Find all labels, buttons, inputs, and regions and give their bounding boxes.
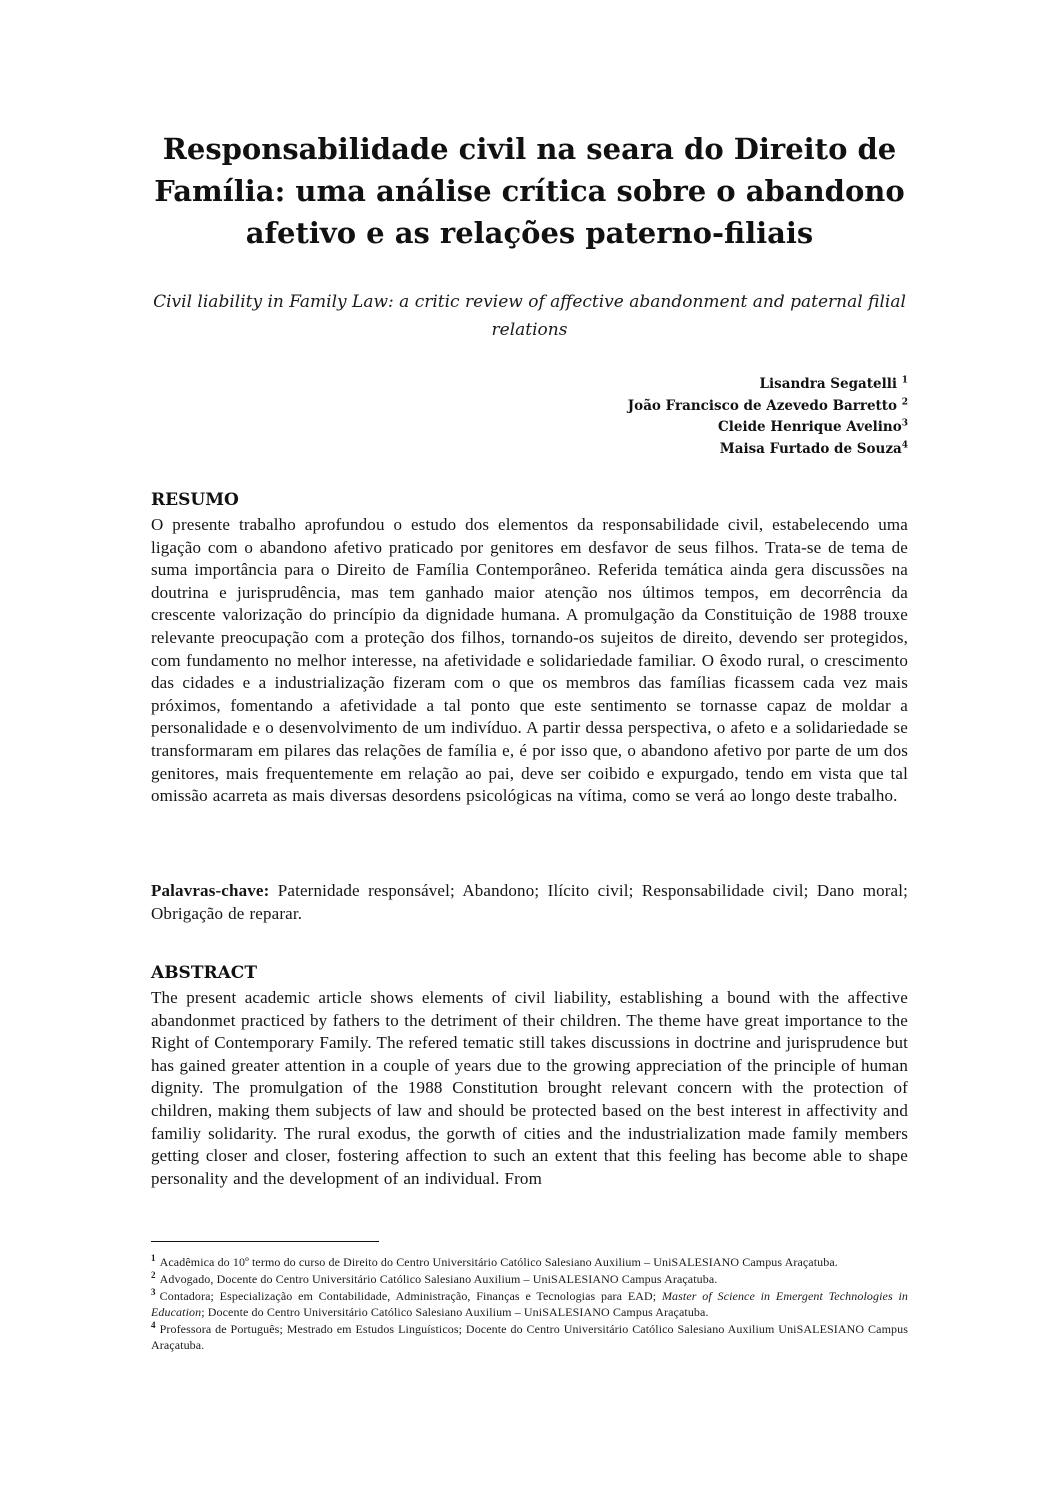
footnotes xyxy=(151,1254,908,1354)
author-name: Maisa Furtado de Souza xyxy=(719,440,902,457)
footnote-text: Contadora; Especialização em Contabilidade, Administração, Finanças e Tecnologias para EAD; xyxy=(159,1289,662,1303)
footnote-separator xyxy=(151,1241,379,1242)
author-footnote-marker[interactable]: 4 xyxy=(901,440,908,450)
keywords-label: Palavras-chave: xyxy=(151,881,270,900)
footnote-3 xyxy=(151,1288,908,1320)
author-name: João Francisco de Azevedo Barretto xyxy=(627,397,898,414)
author-footnote-marker[interactable]: 3 xyxy=(901,418,908,429)
footnote-1 xyxy=(151,1254,908,1270)
author-list xyxy=(151,374,908,460)
resumo-text: O presente trabalho aprofundou o estudo dos elementos da responsabilidade civil, estabelecendo uma ligação com o abandono afetivo praticado por genitores em desfavor de seus filhos. Trata-se de tema de suma importância para o Direito de Família Contemporâneo. Referida temática ainda gera discussões na doutrina e jurisprudência, mas tem ganhado maior atenção nos últimos tempos, em decorrência da crescente valorização do princípio da dignidade humana. A promulgação da Constituição de 1988 trouxe relevante preocupação com a proteção dos filhos, tornando-os sujeitos de direito, devendo ser protegidos, com fundamento no melhor interesse, na afetividade e solidariedade familiar. O êxodo rural, o crescimento das cidades e a industrialização fizeram com o que os membros das famílias ficassem cada vez mais próximos, fomentando a afetividade a tal ponto que este sentimento se tornasse capaz de moldar a personalidade e o desenvolvimento de um indivíduo. A partir dessa perspectiva, o afeto e a solidariedade se transformaram em pilares das relações de família e, é por isso que, o abandono afetivo por parte de um dos genitores, mais frequentemente em relação ao pai, deve ser coibido e expurgado, tendo em vista que tal omissão acarreta as mais diversas desordens psicológicas na vítima, como se verá ao longo deste trabalho. xyxy=(151,515,908,806)
footnote-2 xyxy=(151,1271,908,1287)
author-4 xyxy=(151,439,908,461)
paper-page xyxy=(151,0,908,1497)
footnote-number: 2 xyxy=(151,1270,156,1280)
author-2 xyxy=(151,396,908,418)
footnote-4 xyxy=(151,1321,908,1353)
paper-title: Responsabilidade civil na seara do Direito de Família: uma análise crítica sobre o abandono afetivo e as relações paterno-filiais xyxy=(154,132,905,250)
keywords-list: Paternidade responsável; Abandono; Ilícito civil; Responsabilidade civil; Dano moral; Obrigação de reparar. xyxy=(151,881,908,923)
footnote-number: 4 xyxy=(151,1320,156,1330)
footnote-italic-text: Master of Science in Emergent Technologies in Education xyxy=(151,1289,908,1319)
footnote-number: 1 xyxy=(151,1253,156,1263)
footnote-text: Acadêmica do 10º termo do curso de Direito do Centro Universitário Católico Salesiano Auxilium – UniSALESIANO Campus Araçatuba. xyxy=(159,1255,838,1269)
footnote-text: Professora de Português; Mestrado em Estudos Linguísticos; Docente do Centro Universitário Católico Salesiano Auxilium UniSALESIANO Campus Araçatuba. xyxy=(151,1322,908,1352)
resumo-keywords xyxy=(151,880,908,925)
resumo-heading: RESUMO xyxy=(151,490,239,510)
author-name: Lisandra Segatelli xyxy=(759,376,898,392)
footnote-text-continued: ; Docente do Centro Universitário Católico Salesiano Auxilium – UniSALESIANO Campus Araçatuba. xyxy=(201,1305,709,1319)
author-1 xyxy=(151,374,908,396)
author-footnote-marker[interactable]: 1 xyxy=(901,375,908,386)
author-name: Cleide Henrique Avelino xyxy=(718,419,902,435)
abstract-text: The present academic article shows elements of civil liability, establishing a bound with the affective abandonmet practiced by fathers to the detriment of their children. The theme have great importance to the Right of Contemporary Family. The refered tematic still takes discussions in doctrine and jurisprudence but has gained greater attention in a couple of years due to the growing appreciation of the principle of human dignity. The promulgation of the 1988 Constitution brought relevant concern with the protection of children, making them subjects of law and should be protected based on the best interest in affectivity and familiy solidarity. The rural exodus, the gorwth of cities and the industrialization made family members getting closer and closer, fostering affection to such an extent that this feeling has become able to shape personality and the development of an individual. From xyxy=(151,988,908,1188)
author-footnote-marker[interactable]: 2 xyxy=(901,397,908,407)
footnote-number: 3 xyxy=(151,1287,156,1297)
paper-subtitle-english: Civil liability in Family Law: a critic review of affective abandonment and paternal filial relations xyxy=(153,292,906,340)
footnote-text: Advogado, Docente do Centro Universitário Católico Salesiano Auxilium – UniSALESIANO Campus Araçatuba. xyxy=(159,1272,718,1286)
author-3 xyxy=(151,417,908,439)
abstract-heading: ABSTRACT xyxy=(151,963,257,983)
